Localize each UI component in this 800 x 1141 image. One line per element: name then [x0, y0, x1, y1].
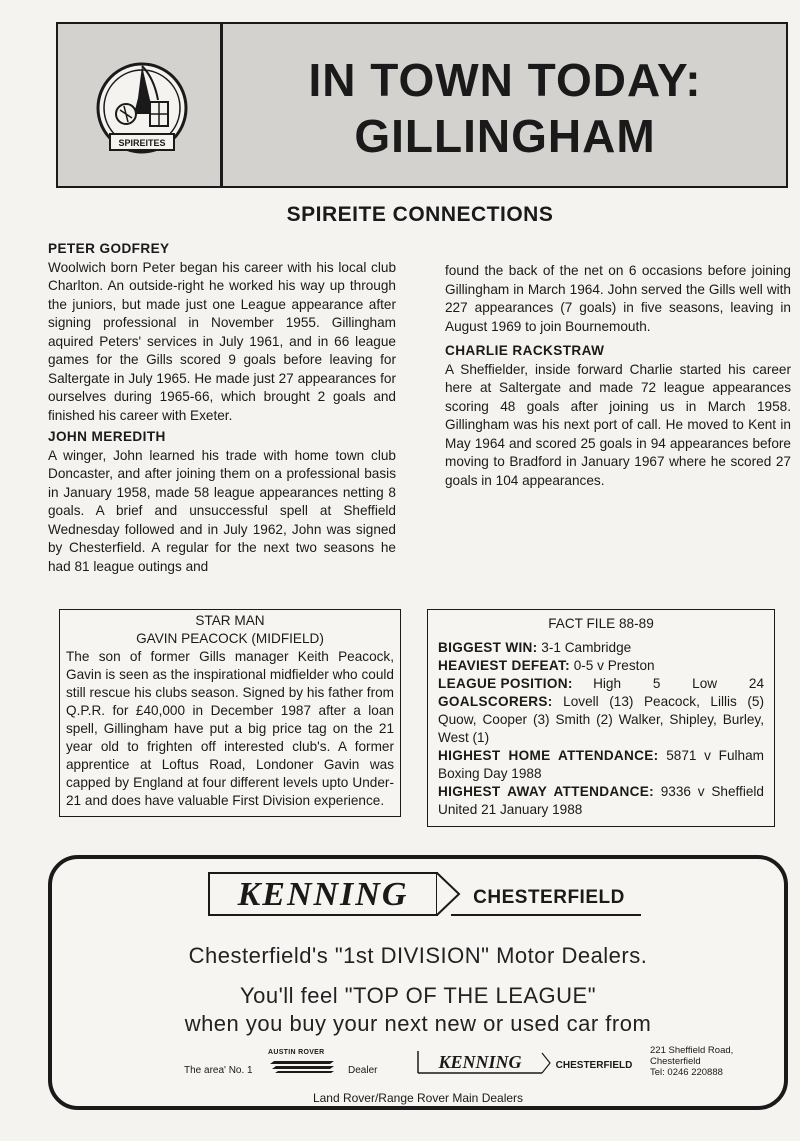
- godfrey-heading: PETER GODFREY: [48, 241, 170, 256]
- kenning-brand-text: KENNING: [237, 876, 409, 913]
- biggest-win-row: [438, 639, 764, 657]
- kenning-banner-logo: [207, 871, 643, 917]
- dealer-text: Dealer: [348, 1065, 378, 1076]
- area-no1-text: The area' No. 1: [184, 1065, 253, 1076]
- advert-line-3: when you buy your next new or used car from: [184, 1011, 652, 1036]
- header-panel: [56, 22, 788, 188]
- highest-home-row: [438, 747, 764, 783]
- advert-line-1: Chesterfield's "1st DIVISION" Motor Dealers.: [188, 943, 648, 968]
- spireites-crest-logo: [94, 56, 190, 168]
- kenning-location-text: CHESTERFIELD: [473, 887, 625, 908]
- league-position-label: LEAGUE POSITION:: [438, 676, 573, 691]
- biggest-win-value: 3-1 Cambridge: [541, 640, 632, 655]
- austin-rover-label: AUSTIN ROVER: [268, 1049, 325, 1056]
- left-column: [48, 238, 396, 578]
- kenning-advert: [48, 855, 788, 1110]
- meredith-heading: JOHN MEREDITH: [48, 429, 166, 444]
- highest-away-value: 9336 v Sheffield United 21 January 1988: [438, 784, 764, 817]
- fact-file-heading: FACT FILE 88-89: [548, 616, 654, 631]
- kenning-mini-logo: [416, 1049, 636, 1075]
- header-divider: [220, 24, 223, 186]
- highest-home-value: 5871 v Fulham Boxing Day 1988: [438, 748, 764, 781]
- logo-text: SPIREITES: [118, 138, 166, 148]
- meredith-continued-text: found the back of the net on 6 occasions before joining Gillingham in March 1964. John served the Gills well with 227 appearances (7 goals) in five seasons, leaving in August 1969 to join Bournemouth.: [445, 263, 791, 334]
- goalscorers-value: Lovell (13) Peacock, Lillis (5) Quow, Cooper (3) Smith (2) Walker, Shipley, Burley, West (1): [438, 694, 764, 745]
- rackstraw-heading: CHARLIE RACKSTRAW: [445, 343, 605, 358]
- biggest-win-label: BIGGEST WIN:: [438, 640, 538, 655]
- meredith-text: A winger, John learned his trade with home town club Doncaster, and after joining them on a professional basis in January 1958, made 58 league appearances netting 8 goals. A brief and unsuccessful spell at Sheffield Wednesday followed and in July 1962, John was signed by Chesterfield. A regular for the next two seasons he had 81 league outings and: [48, 447, 396, 574]
- land-rover-text: Land Rover/Range Rover Main Dealers: [312, 1091, 524, 1105]
- godfrey-text: Woolwich born Peter began his career with his local club Charlton. An outside-right he worked his way up through the juniors, but made just one League appearance after signing professional in November 1955. Gillingham aquired Peters' services in July 1961, and in 66 league games for the Gills scored 9 goals before leaving for Saltergate in July 1965. He made just 27 appearances for ourselves during 1965-66, which brought 2 goals and finished his career with Exeter.: [48, 259, 396, 423]
- star-man-heading: STAR MAN: [195, 613, 265, 628]
- rackstraw-text: A Sheffielder, inside forward Charlie started his career here at Saltergate and made 72 league appearances scoring 48 goals after joining us in March 1958. Gillingham was his next port of call. He moved to Kent in May 1964 and scored 25 goals in 94 appearances before moving to Bradford in January 1967 where he scored 27 goals in 104 appearances.: [445, 361, 791, 488]
- highest-away-row: [438, 783, 764, 819]
- dealer-address: [650, 1045, 733, 1078]
- title-line-2: GILLINGHAM: [354, 110, 656, 162]
- advert-line-2: You'll feel "TOP OF THE LEAGUE": [239, 983, 597, 1008]
- league-position-value: High 5 Low 24: [593, 676, 764, 691]
- section-title: SPIREITE CONNECTIONS: [286, 203, 554, 226]
- address-line-1: 221 Sheffield Road,: [650, 1045, 734, 1056]
- mini-kenning-brand: KENNING: [438, 1052, 522, 1072]
- mini-kenning-location: CHESTERFIELD: [555, 1060, 633, 1071]
- heaviest-defeat-value: 0-5 v Preston: [573, 658, 655, 673]
- highest-away-label: HIGHEST AWAY ATTENDANCE:: [438, 784, 654, 799]
- right-column: [445, 262, 791, 492]
- austin-rover-stripes-icon: [268, 1051, 338, 1073]
- page-title: [224, 52, 786, 164]
- title-line-1: IN TOWN TODAY:: [308, 54, 702, 106]
- address-line-2: Chesterfield: [650, 1056, 701, 1067]
- address-line-3: Tel: 0246 220888: [650, 1067, 723, 1078]
- goalscorers-row: [438, 693, 764, 747]
- star-man-text: The son of former Gills manager Keith Peacock, Gavin is seen as the inspirational midfielder who could still rescue his clubs season. Signed by his father from Q.P.R. for £40,000 in December 1987 after a loan spell, Gillingham have put a big price tag on the 21 year old to frighten off interested club's. A former apprentice at Loftus Road, Londoner Gavin was capped by England at four different levels upto Under-21 and does have valuable First Division experience.: [66, 649, 394, 808]
- highest-home-label: HIGHEST HOME ATTENDANCE:: [438, 748, 659, 763]
- league-position-row: [438, 675, 764, 693]
- goalscorers-label: GOALSCORERS:: [438, 694, 553, 709]
- heaviest-defeat-label: HEAVIEST DEFEAT:: [438, 658, 570, 673]
- heaviest-defeat-row: [438, 657, 764, 675]
- star-man-box: [59, 609, 401, 817]
- star-man-player: GAVIN PEACOCK (MIDFIELD): [136, 631, 324, 646]
- fact-file-box: [427, 609, 775, 827]
